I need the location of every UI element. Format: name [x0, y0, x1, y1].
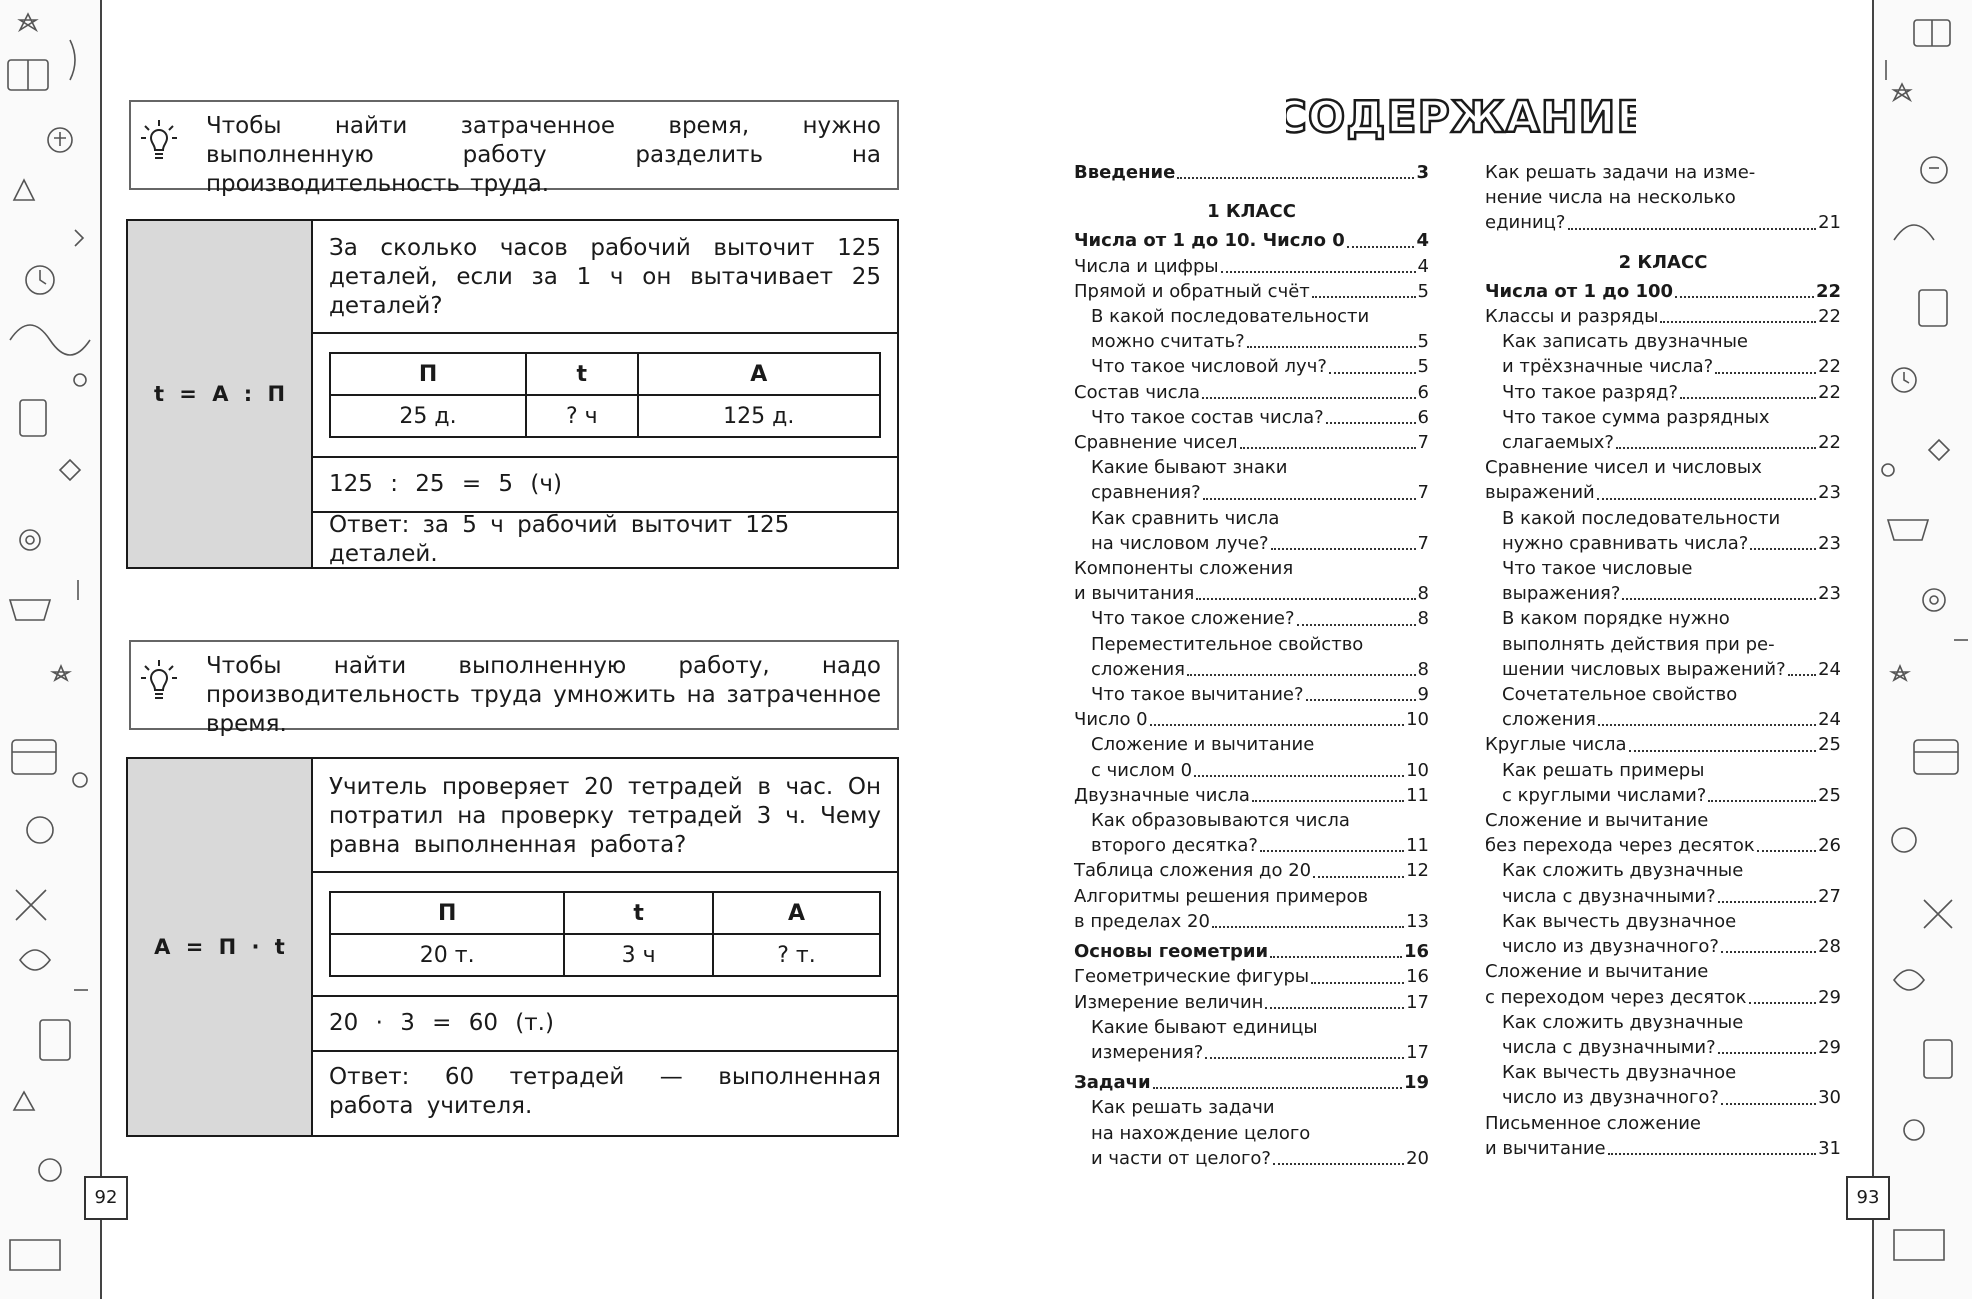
toc-entry-line: Какие бывают единицы [1091, 1016, 1318, 1038]
toc-entry-line: Как решать задачи [1091, 1097, 1275, 1119]
toc-entry-line: В какой последовательности [1502, 507, 1781, 529]
toc-title-text: СОДЕРЖАНИЕ [1286, 92, 1636, 143]
toc-entry[interactable]: Измерение величин 17 [1074, 991, 1429, 1013]
page-number-right: 93 [1846, 1176, 1890, 1220]
task1-header-a: A [638, 353, 880, 395]
toc-entry[interactable]: число из двузначного? 28 [1502, 936, 1841, 958]
toc-entry[interactable]: Числа от 1 до 100 22 [1485, 280, 1841, 302]
toc-entry-line: Как вычесть двузначное [1502, 910, 1737, 932]
toc-entry-line: Как сложить двузначные [1502, 1011, 1744, 1033]
toc-entry[interactable]: и части от целого? 20 [1091, 1147, 1429, 1169]
left-doodle-margin [0, 0, 102, 1299]
toc-entry[interactable]: Круглые числа 25 [1485, 734, 1841, 756]
lightbulb-icon [137, 658, 181, 718]
formula-time: t = A : П [128, 221, 313, 567]
toc-entry[interactable]: Введение 3 [1074, 162, 1429, 183]
toc-entry-line: Как записать двузначные [1502, 331, 1748, 353]
toc-entry-line: на нахождение целого [1091, 1122, 1311, 1144]
left-page [102, 0, 986, 1299]
toc-entry-line: Сложение и вычитание [1485, 810, 1709, 832]
task1-answer: Ответ: за 5 ч рабочий выточит 125 деталей. [329, 512, 790, 567]
task1-value-t: ? ч [526, 395, 638, 437]
toc-entry-line: нение числа на несколько [1485, 187, 1736, 209]
toc-entry[interactable]: слагаемых? 22 [1502, 432, 1841, 454]
toc-entry-line: Как сложить двузначные [1502, 860, 1744, 882]
toc-title [1136, 88, 1786, 148]
toc-entry[interactable]: с числом 0 10 [1091, 759, 1429, 781]
task2-header-p: П [330, 892, 564, 934]
task2-value-p: 20 т. [330, 934, 564, 976]
toc-entry[interactable]: сравнения? 7 [1091, 482, 1429, 504]
toc-entry[interactable]: Что такое разряд? 22 [1502, 381, 1841, 403]
task1-value-p: 25 д. [330, 395, 526, 437]
toc-entry[interactable]: на числовом луче? 7 [1091, 532, 1429, 554]
toc-entry-line: Какие бывают знаки [1091, 457, 1288, 479]
lightbulb-icon [137, 118, 181, 178]
task2-table [329, 891, 881, 977]
rule-box-time [129, 100, 899, 197]
toc-entry[interactable]: и вычитания 8 [1074, 583, 1429, 605]
task1-table [329, 352, 881, 438]
task2-value-a: ? т. [713, 934, 880, 976]
toc-entry[interactable]: Двузначные числа 11 [1074, 784, 1429, 806]
toc-entry-line: Компоненты сложения [1074, 558, 1294, 580]
toc-entry[interactable]: Таблица сложения до 20 12 [1074, 860, 1429, 882]
toc-entry[interactable]: единиц? 21 [1485, 212, 1841, 234]
toc-entry[interactable]: измерения? 17 [1091, 1041, 1429, 1063]
toc-entry-line: Сложение и вычитание [1091, 734, 1315, 756]
task1-header-p: П [330, 353, 526, 395]
toc-entry[interactable]: и трёхзначные числа? 22 [1502, 356, 1841, 378]
toc-column-2 [1485, 160, 1841, 1161]
toc-entry-line: Что такое сумма разрядных [1502, 406, 1770, 428]
toc-entry[interactable]: Классы и разряды 22 [1485, 306, 1841, 328]
toc-entry-line: Как образовываются числа [1091, 810, 1350, 832]
toc-entry[interactable]: второго десятка? 11 [1091, 835, 1429, 857]
toc-entry[interactable]: Число 0 10 [1074, 709, 1429, 731]
toc-entry[interactable]: Основы геометрии 16 [1074, 941, 1429, 963]
toc-entry-line: выполнять действия при ре- [1502, 633, 1775, 655]
toc-entry[interactable]: Прямой и обратный счёт 5 [1074, 280, 1429, 302]
toc-entry[interactable]: Числа от 1 до 10. Число 0 4 [1074, 230, 1429, 252]
toc-entry-line: Переместительное свойство [1091, 633, 1364, 655]
toc-entry-line: Письменное сложение [1485, 1112, 1701, 1134]
toc-entry[interactable]: числа с двузначными? 29 [1502, 1036, 1841, 1058]
task2-value-t: 3 ч [564, 934, 713, 976]
task2-answer: Ответ: 60 тетрадей — выполненная работа учителя. [329, 1064, 881, 1119]
toc-entry-line: Как решать примеры [1502, 759, 1705, 781]
task1-header-t: t [526, 353, 638, 395]
toc-entry-line: Сочетательное свойство [1502, 684, 1738, 706]
toc-entry[interactable]: можно считать? 5 [1091, 331, 1429, 353]
task1-value-a: 125 д. [638, 395, 880, 437]
task2-header-t: t [564, 892, 713, 934]
toc-entry[interactable]: Что такое сложение? 8 [1091, 608, 1429, 630]
task1-table-cell [313, 334, 897, 458]
toc-entry-line: В каком порядке нужно [1502, 608, 1730, 630]
formula-work: A = П · t [128, 759, 313, 1135]
toc-entry[interactable]: Сравнение чисел 7 [1074, 432, 1429, 454]
toc-section-heading: 1 КЛАСС [1207, 201, 1296, 223]
toc-entry[interactable]: без перехода через десяток 26 [1485, 835, 1841, 857]
toc-entry[interactable]: сложения 24 [1502, 709, 1841, 731]
toc-entry[interactable]: в пределах 20 13 [1074, 910, 1429, 932]
toc-entry-line: Сложение и вычитание [1485, 961, 1709, 983]
task1-question: За сколько часов рабочий выточит 125 деталей, если за 1 ч он вытачивает 25 деталей? [313, 221, 897, 334]
task2-table-cell [313, 873, 897, 997]
doodle-pattern-right [1874, 0, 1972, 1299]
toc-entry[interactable]: и вычитание 31 [1485, 1137, 1841, 1159]
toc-entry[interactable]: шении числовых выражений? 24 [1502, 658, 1841, 680]
rule-box-work [129, 640, 899, 737]
toc-entry-line: Алгоритмы решения примеров [1074, 885, 1369, 907]
toc-entry[interactable]: Геометрические фигуры 16 [1074, 966, 1429, 988]
toc-entry[interactable]: нужно сравнивать числа? 23 [1502, 532, 1841, 554]
toc-entry[interactable]: Состав числа 6 [1074, 381, 1429, 403]
toc-entry-line: Как сравнить числа [1091, 507, 1280, 529]
right-page [986, 0, 1872, 1299]
toc-entry[interactable]: числа с двузначными? 27 [1502, 885, 1841, 907]
task2-calculation: 20 · 3 = 60 (т.) [313, 997, 897, 1052]
task1-calculation: 125 : 25 = 5 (ч) [313, 458, 897, 513]
toc-entry-line: В какой последовательности [1091, 306, 1370, 328]
rule-text-time: Чтобы найти затраченное время, нужно выполненную работу разделить на производительность труда. [206, 113, 881, 197]
toc-title-graphic [1286, 88, 1636, 144]
toc-entry[interactable]: Задачи 19 [1074, 1072, 1429, 1094]
toc-entry[interactable]: с переходом через десяток 29 [1485, 986, 1841, 1008]
task2-question: Учитель проверяет 20 тетрадей в час. Он потратил на проверку тетрадей 3 ч. Чему равна выполненная работа? [313, 759, 897, 873]
toc-entry-line: Сравнение чисел и числовых [1485, 457, 1762, 479]
right-doodle-margin [1872, 0, 1972, 1299]
doodle-pattern-left [0, 0, 100, 1299]
toc-entry[interactable]: Что такое числовой луч? 5 [1091, 356, 1429, 378]
toc-entry[interactable]: Что такое состав числа? 6 [1091, 406, 1429, 428]
toc-entry[interactable]: выражений 23 [1485, 482, 1841, 504]
task2-header-a: A [713, 892, 880, 934]
toc-entry-line: Как решать задачи на изме- [1485, 162, 1756, 183]
toc-column-1 [1074, 160, 1429, 1171]
toc-entry[interactable]: выражения? 23 [1502, 583, 1841, 605]
task-box-1 [126, 219, 899, 569]
toc-entry[interactable]: Числа и цифры 4 [1074, 255, 1429, 277]
toc-section-heading: 2 КЛАСС [1618, 251, 1708, 273]
toc-entry[interactable]: Что такое вычитание? 9 [1091, 684, 1429, 706]
toc-entry-line: Что такое числовые [1502, 558, 1693, 580]
task-box-2 [126, 757, 899, 1137]
rule-text-work: Чтобы найти выполненную работу, надо производительность труда умножить на затраченное время. [206, 653, 881, 737]
toc-entry[interactable]: с круглыми числами? 25 [1502, 784, 1841, 806]
page-number-left: 92 [84, 1176, 128, 1220]
toc-entry[interactable]: число из двузначного? 30 [1502, 1087, 1841, 1109]
toc-entry-line: Как вычесть двузначное [1502, 1062, 1737, 1084]
toc-entry[interactable]: сложения 8 [1091, 658, 1429, 680]
